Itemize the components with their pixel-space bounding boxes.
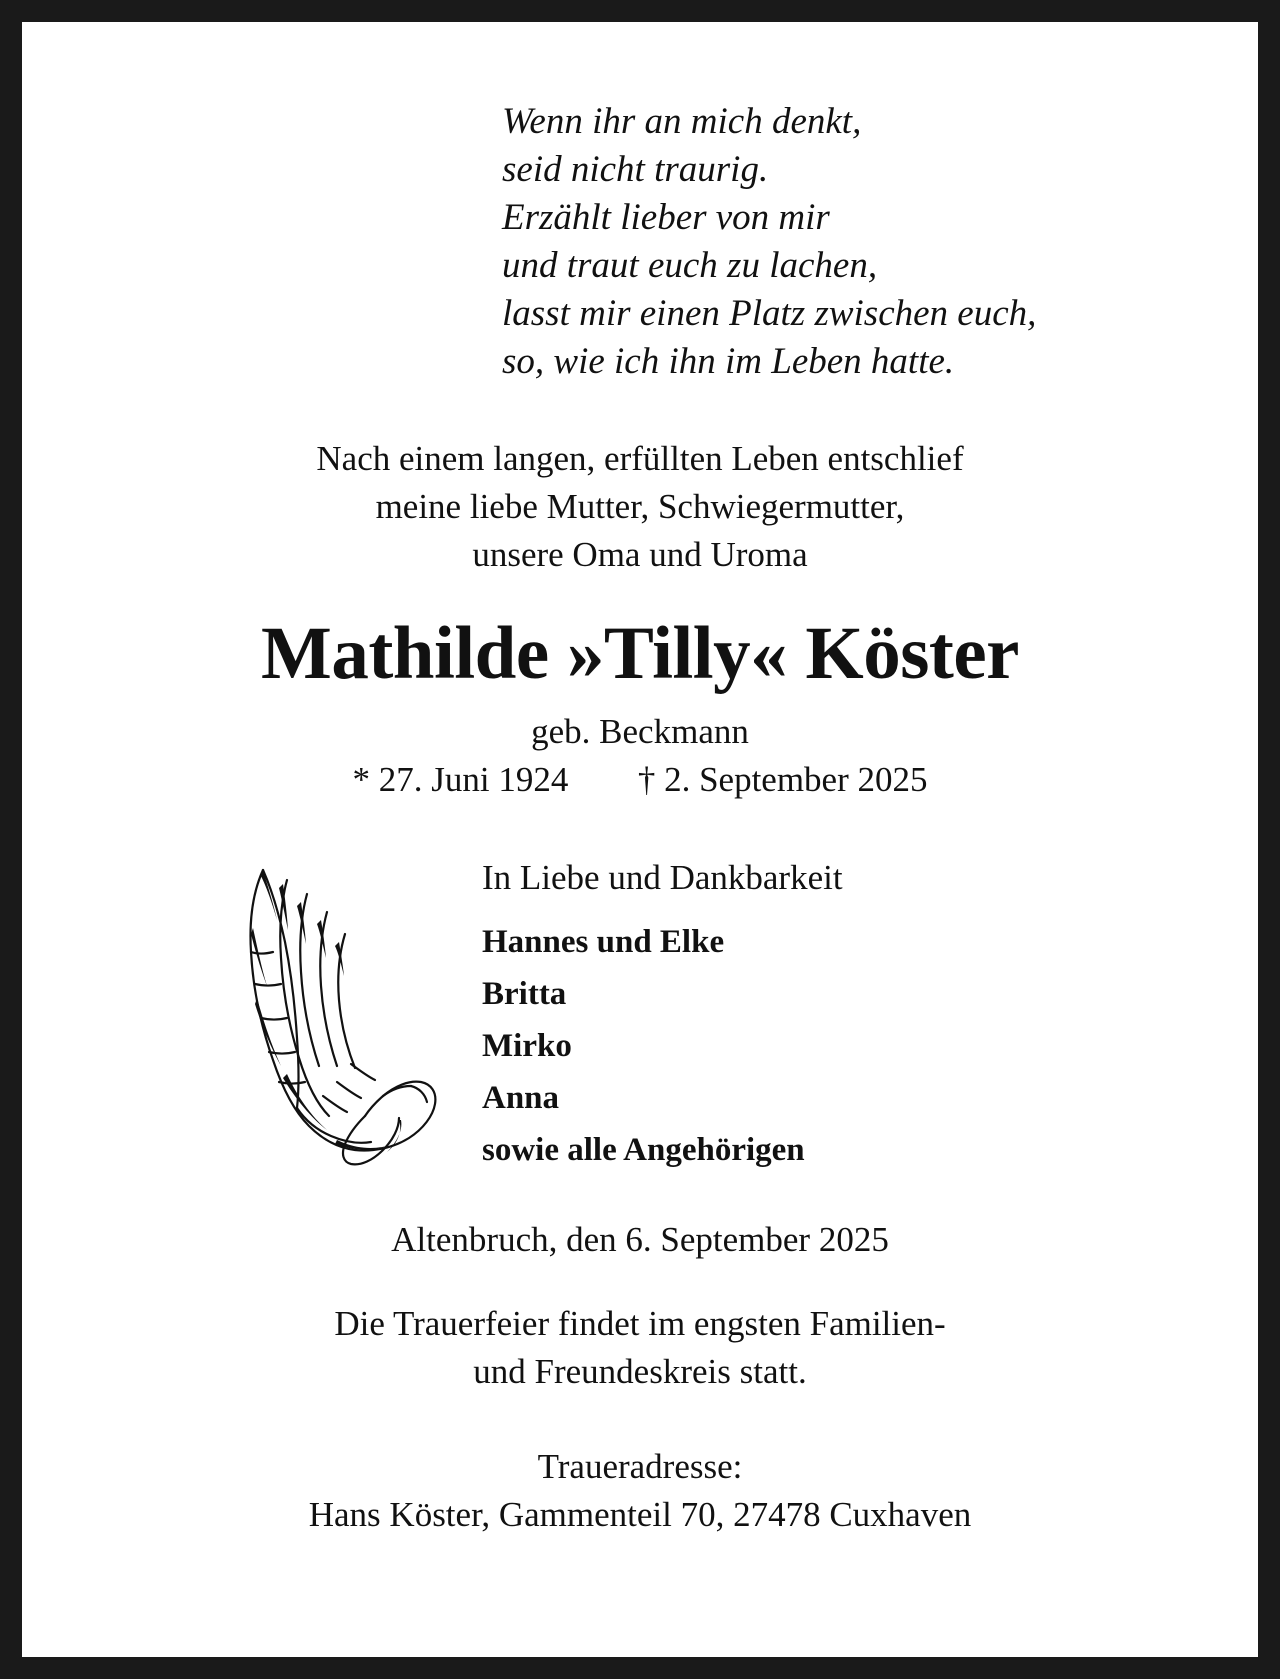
life-dates	[352, 760, 927, 800]
intro-block	[316, 435, 963, 580]
poem-line: so, wie ich ihn im Leben hatte.	[502, 341, 955, 383]
ceremony-line: und Freundeskreis statt.	[473, 1351, 807, 1391]
family-member: Hannes und Elke	[482, 923, 725, 960]
poem-line: Wenn ihr an mich denkt,	[502, 101, 862, 142]
poem-line: Erzählt lieber von mir	[502, 197, 830, 239]
praying-hands-icon	[222, 858, 462, 1178]
mourning-address	[309, 1443, 972, 1538]
poem-line: seid nicht traurig.	[502, 149, 769, 191]
ceremony-line: Die Trauerfeier findet im engsten Familien-	[334, 1303, 946, 1343]
poem-line: und traut euch zu lachen,	[502, 245, 878, 287]
family-member: Britta	[482, 976, 567, 1013]
family-member: sowie alle Angehörigen	[482, 1132, 805, 1169]
mourners-section	[72, 858, 1208, 1178]
ceremony-info	[334, 1300, 945, 1395]
deceased-name: Mathilde »Tilly« Köster	[261, 612, 1019, 696]
notice-inner-frame	[22, 22, 1258, 1657]
poem-line: lasst mir einen Platz zwischen euch,	[502, 293, 1037, 335]
dedication-text: In Liebe und Dankbarkeit	[482, 857, 843, 897]
birth-date: * 27. Juni 1924	[352, 759, 569, 799]
intro-line: Nach einem langen, erfüllten Leben entschlief	[316, 438, 964, 478]
address-value: Hans Köster, Gammenteil 70, 27478 Cuxhaven	[308, 1494, 972, 1534]
place-and-date: Altenbruch, den 6. September 2025	[391, 1219, 889, 1259]
family-member: Mirko	[482, 1028, 572, 1065]
poem-block	[72, 98, 1208, 387]
family-member: Anna	[482, 1080, 560, 1117]
address-label: Traueradresse:	[537, 1447, 743, 1487]
intro-line: unsere Oma und Uroma	[472, 535, 808, 575]
deceased-birthname: geb. Beckmann	[531, 711, 749, 751]
intro-line: meine liebe Mutter, Schwiegermutter,	[375, 486, 905, 526]
family-list	[462, 858, 1208, 1177]
death-date: † 2. September 2025	[637, 759, 928, 799]
